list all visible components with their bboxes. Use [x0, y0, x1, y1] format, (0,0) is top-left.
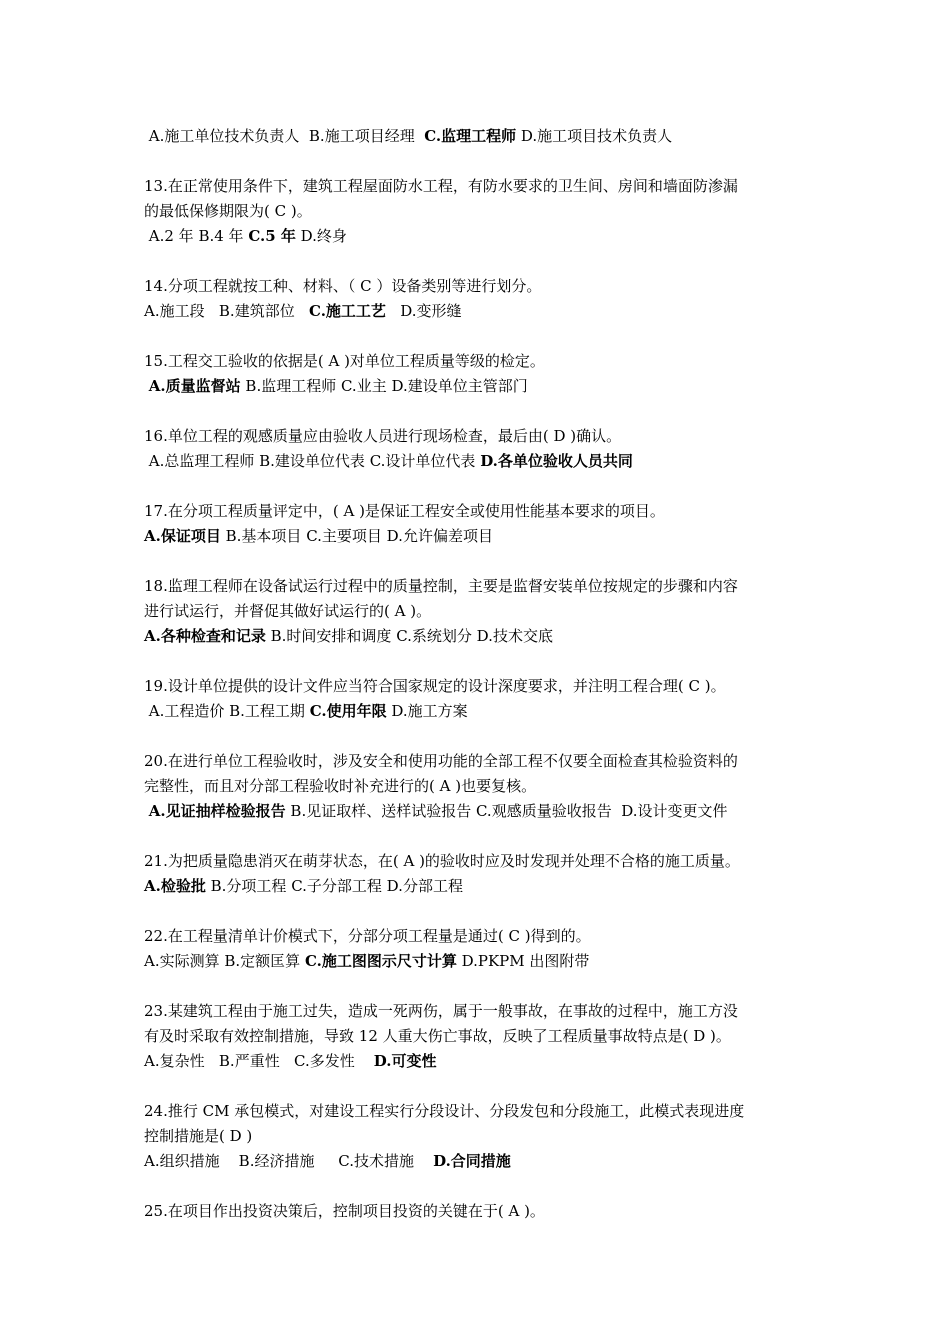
correct-answer: D.合同措施 [433, 1152, 511, 1170]
options-line [144, 949, 816, 974]
question-block [144, 349, 816, 399]
options-line [144, 524, 816, 549]
question-stem-line: 14.分项工程就按工种、材料、（ C ）设备类别等进行划分。 [144, 277, 542, 295]
question-block [144, 174, 816, 249]
options-line [144, 699, 816, 724]
option-text: A.复杂性 B.严重性 C.多发性 [144, 1052, 374, 1070]
correct-answer: D.可变性 [373, 1052, 437, 1070]
option-text: A.施工单位技术负责人 B.施工项目经理 [144, 127, 425, 145]
correct-answer: D.各单位验收人员共同 [480, 452, 633, 470]
question-block [144, 999, 816, 1074]
correct-answer: A.检验批 [144, 877, 206, 895]
question-list [144, 124, 816, 1249]
option-text: B.监理工程师 C.业主 D.建设单位主管部门 [240, 377, 528, 395]
question-block [144, 1199, 816, 1224]
option-text: A.实际测算 B.定额匡算 [144, 952, 305, 970]
option-text: B.基本项目 C.主要项目 D.允许偏差项目 [220, 527, 493, 545]
option-text: D.终身 [295, 227, 347, 245]
correct-answer: A.见证抽样检验报告 [148, 802, 286, 820]
question-stem-line: 13.在正常使用条件下，建筑工程屋面防水工程，有防水要求的卫生间、房间和墙面防渗漏 [144, 177, 738, 195]
question-block [144, 499, 816, 549]
option-text: A.施工段 B.建筑部位 [144, 302, 310, 320]
correct-answer: C.5 年 [248, 227, 296, 245]
option-text: A.工程造价 B.工程工期 [144, 702, 310, 720]
question-stem-line: 16.单位工程的观感质量应由验收人员进行现场检查，最后由( D )确认。 [144, 427, 622, 445]
question-block [144, 574, 816, 649]
option-text: D.PKPM 出图附带 [456, 952, 590, 970]
options-line [144, 449, 816, 474]
correct-answer: A.质量监督站 [148, 377, 241, 395]
question-block [144, 924, 816, 974]
question-stem-line: 完整性，而且对分部工程验收时补充进行的( A )也要复核。 [144, 777, 537, 795]
question-stem-line: 23.某建筑工程由于施工过失，造成一死两伤，属于一般事故，在事故的过程中，施工方没 [144, 1002, 738, 1020]
correct-answer: C.使用年限 [309, 702, 387, 720]
options-line [144, 1049, 816, 1074]
question-stem-line: 22.在工程量清单计价模式下，分部分项工程量是通过( C )得到的。 [144, 927, 591, 945]
question-stem-line: 进行试运行，并督促其做好试运行的( A )。 [144, 602, 432, 620]
correct-answer: C.施工工艺 [309, 302, 386, 320]
option-text: D.施工方案 [386, 702, 468, 720]
option-text: A.组织措施 B.经济措施 C.技术措施 [144, 1152, 434, 1170]
question-block [144, 849, 816, 899]
question-block [144, 674, 816, 724]
options-line [144, 124, 816, 149]
options-line [144, 799, 816, 824]
options-line [144, 874, 816, 899]
options-line [144, 374, 816, 399]
question-stem-line: 24.推行 CM 承包模式，对建设工程实行分段设计、分段发包和分段施工，此模式表现进度 [144, 1102, 745, 1120]
question-stem-line: 20.在进行单位工程验收时，涉及安全和使用功能的全部工程不仅要全面检查其检验资料的 [144, 752, 738, 770]
question-block [144, 1099, 816, 1174]
options-line [144, 224, 816, 249]
correct-answer: A.保证项目 [144, 527, 221, 545]
question-stem-line: 25.在项目作出投资决策后，控制项目投资的关键在于( A )。 [144, 1202, 545, 1220]
question-block [144, 124, 816, 149]
option-text: A.总监理工程师 B.建设单位代表 C.设计单位代表 [144, 452, 481, 470]
options-line [144, 624, 816, 649]
option-text: A.2 年 B.4 年 [144, 227, 249, 245]
correct-answer: A.各种检查和记录 [144, 627, 266, 645]
options-line [144, 1149, 816, 1174]
option-text: D.变形缝 [385, 302, 462, 320]
option-text: B.时间安排和调度 C.系统划分 D.技术交底 [265, 627, 553, 645]
question-stem-line: 19.设计单位提供的设计文件应当符合国家规定的设计深度要求，并注明工程合理( C )。 [144, 677, 726, 695]
question-stem-line: 21.为把质量隐患消灭在萌芽状态，在( A )的验收时应及时发现并处理不合格的施工质量。 [144, 852, 740, 870]
question-stem-line: 的最低保修期限为( C )。 [144, 202, 312, 220]
question-stem-line: 有及时采取有效控制措施，导致 12 人重大伤亡事故，反映了工程质量事故特点是( D )。 [144, 1027, 731, 1045]
option-text: D.施工项目技术负责人 [516, 127, 673, 145]
option-text: B.见证取样、送样试验报告 C.观感质量验收报告 D.设计变更文件 [285, 802, 728, 820]
options-line [144, 299, 816, 324]
correct-answer: C.监理工程师 [424, 127, 517, 145]
question-stem-line: 18.监理工程师在设备试运行过程中的质量控制，主要是监督安装单位按规定的步骤和内容 [144, 577, 738, 595]
option-text: B.分项工程 C.子分部工程 D.分部工程 [205, 877, 463, 895]
question-stem-line: 15.工程交工验收的依据是( A )对单位工程质量等级的检定。 [144, 352, 545, 370]
question-block [144, 424, 816, 474]
question-block [144, 749, 816, 824]
question-block [144, 274, 816, 324]
question-stem-line: 17.在分项工程质量评定中，( A )是保证工程安全或使用性能基本要求的项目。 [144, 502, 665, 520]
question-stem-line: 控制措施是( D ) [144, 1127, 253, 1145]
correct-answer: C.施工图图示尺寸计算 [304, 952, 457, 970]
